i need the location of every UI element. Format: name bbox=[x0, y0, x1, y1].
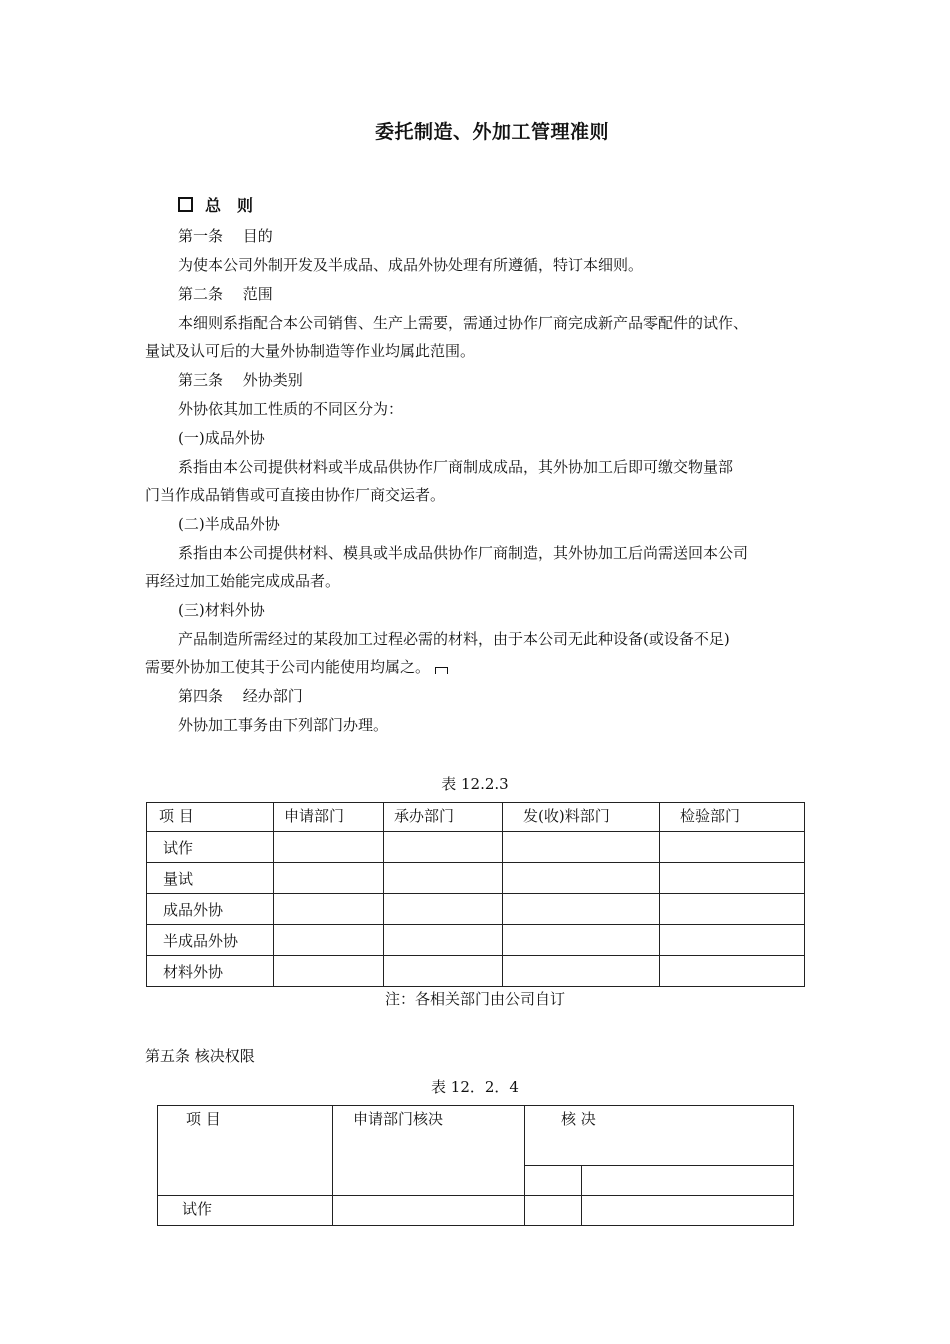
table-cell bbox=[503, 863, 660, 894]
table-row bbox=[158, 1196, 794, 1226]
row-label: 材料外协 bbox=[147, 956, 274, 987]
article-3-item2-body-line1: 系指由本公司提供材料、模具或半成品供协作厂商制造，其外协加工后尚需送回本公司 bbox=[178, 544, 749, 562]
row-label: 试作 bbox=[147, 832, 274, 863]
article-4-body: 外协加工事务由下列部门办理。 bbox=[178, 716, 389, 734]
article-3-item2-title: (二)半成品外协 bbox=[178, 515, 280, 533]
table-cell bbox=[503, 956, 660, 987]
table-header-cell: 项 目 bbox=[158, 1106, 333, 1196]
row-label: 半成品外协 bbox=[147, 925, 274, 956]
article-1-body: 为使本公司外制开发及半成品、成品外协处理有所遵循，特订本细则。 bbox=[178, 256, 644, 274]
table-row bbox=[147, 832, 805, 863]
table-cell bbox=[660, 832, 805, 863]
row-label: 量试 bbox=[147, 863, 274, 894]
table-header-cell: 发(收)料部门 bbox=[503, 803, 660, 832]
table-header-cell: 承办部门 bbox=[384, 803, 503, 832]
table-cell bbox=[384, 863, 503, 894]
table-cell bbox=[333, 1196, 525, 1226]
article-3-item3-body bbox=[145, 657, 448, 677]
table-cell bbox=[384, 925, 503, 956]
row-label: 试作 bbox=[158, 1196, 333, 1226]
table-cell bbox=[525, 1196, 582, 1226]
table-cell bbox=[660, 925, 805, 956]
table-row bbox=[147, 894, 805, 925]
table-cell bbox=[384, 832, 503, 863]
section-heading-text: 总 则 bbox=[205, 196, 254, 215]
table-cell bbox=[582, 1166, 794, 1196]
article-2-heading: 第二条 范围 bbox=[178, 285, 273, 303]
approval-authority-table bbox=[157, 1105, 794, 1226]
article-3-heading: 第三条 外协类别 bbox=[178, 371, 303, 389]
table-header-cell: 项 目 bbox=[147, 803, 274, 832]
article-5-heading: 第五条 核决权限 bbox=[145, 1047, 255, 1065]
table-cell bbox=[384, 894, 503, 925]
table2-caption: 表 12．2．4 bbox=[431, 1078, 519, 1096]
table-row bbox=[147, 863, 805, 894]
return-mark-icon bbox=[435, 667, 448, 674]
article-3-intro: 外协依其加工性质的不同区分为： bbox=[178, 400, 404, 418]
table-row bbox=[147, 956, 805, 987]
article-3-item1-body-line1: 系指由本公司提供材料或半成品供协作厂商制成成品，其外协加工后即可缴交物量部 bbox=[178, 458, 734, 476]
table-cell bbox=[660, 863, 805, 894]
table-cell bbox=[503, 894, 660, 925]
table-cell bbox=[274, 956, 384, 987]
table-cell bbox=[525, 1166, 582, 1196]
table-cell bbox=[274, 925, 384, 956]
table-header-cell: 申请部门核决 bbox=[333, 1106, 525, 1196]
table1-note: 注：各相关部门由公司自订 bbox=[384, 990, 565, 1008]
department-table bbox=[146, 802, 805, 987]
article-4-heading: 第四条 经办部门 bbox=[178, 687, 303, 705]
table-cell bbox=[274, 863, 384, 894]
article-2-body-line2: 量试及认可后的大量外协制造等作业均属此范围。 bbox=[145, 342, 476, 360]
table-cell bbox=[274, 832, 384, 863]
table-header-row bbox=[158, 1106, 794, 1166]
table-cell bbox=[582, 1196, 794, 1226]
section-heading bbox=[178, 193, 253, 216]
article-3-item1-title: (一)成品外协 bbox=[178, 429, 265, 447]
table-cell bbox=[274, 894, 384, 925]
article-3-item3-body-line1: 产品制造所需经过的某段加工过程必需的材料，由于本公司无此种设备(或设备不足) bbox=[178, 630, 730, 648]
table-cell bbox=[503, 925, 660, 956]
table-row bbox=[147, 925, 805, 956]
table-header-cell: 申请部门 bbox=[274, 803, 384, 832]
table-cell bbox=[660, 956, 805, 987]
table-header-row bbox=[147, 803, 805, 832]
table1-caption: 表 12.2.3 bbox=[441, 775, 509, 793]
table-cell bbox=[503, 832, 660, 863]
table-cell bbox=[384, 956, 503, 987]
table-cell bbox=[660, 894, 805, 925]
document-title: 委托制造、外加工管理准则 bbox=[374, 121, 609, 143]
row-label: 成品外协 bbox=[147, 894, 274, 925]
article-3-item1-body-line2: 门当作成品销售或可直接由协作厂商交运者。 bbox=[145, 486, 446, 504]
article-1-heading: 第一条 目的 bbox=[178, 227, 273, 245]
article-3-item3-body-line2: 需要外协加工使其于公司内能使用均属之。 bbox=[145, 658, 431, 676]
table-header-cell: 核 决 bbox=[525, 1106, 794, 1166]
table-header-cell: 检验部门 bbox=[660, 803, 805, 832]
checkbox-square-icon bbox=[178, 197, 193, 212]
article-3-item3-title: (三)材料外协 bbox=[178, 601, 265, 619]
article-3-item2-body-line2: 再经过加工始能完成成品者。 bbox=[145, 572, 341, 590]
article-2-body-line1: 本细则系指配合本公司销售、生产上需要，需通过协作厂商完成新产品零配件的试作、 bbox=[178, 314, 749, 332]
